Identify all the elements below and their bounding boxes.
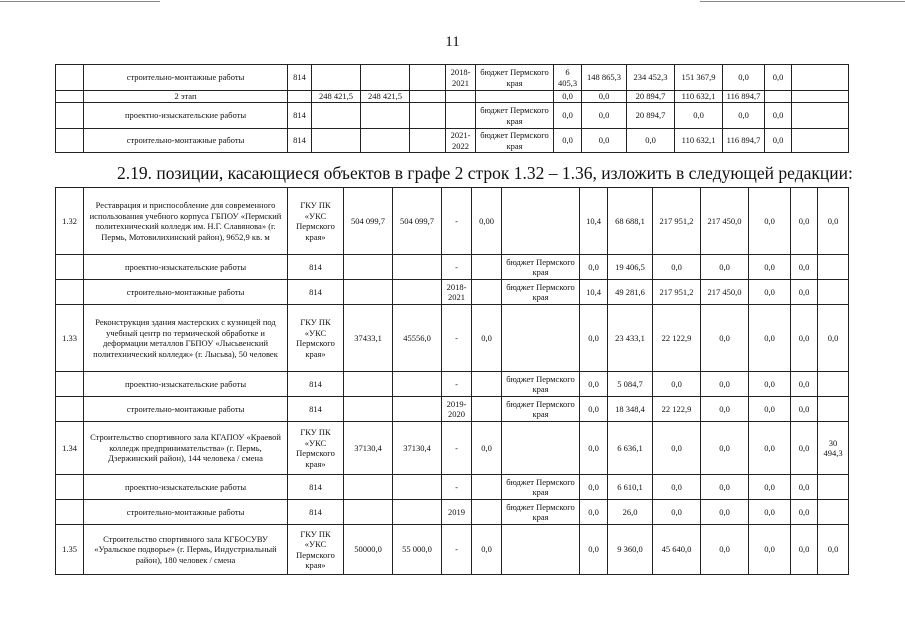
- table-cell: проектно-изыскательские работы: [84, 103, 288, 129]
- table-cell: 20 894,7: [627, 103, 675, 129]
- table-cell: [56, 500, 84, 525]
- table-row: [56, 500, 849, 525]
- table-cell: [792, 129, 849, 153]
- table-row: [56, 280, 849, 305]
- table-cell: 0,0: [701, 500, 749, 525]
- table-cell: 0,0: [791, 475, 818, 500]
- table-cell: 0,0: [791, 397, 818, 422]
- table-cell: [312, 65, 361, 91]
- table-cell: [393, 475, 442, 500]
- table-cell: 0,0: [580, 305, 608, 372]
- table-cell: 0,0: [749, 422, 791, 475]
- table-cell: 0,0: [791, 372, 818, 397]
- table-cell: 0,00: [472, 188, 502, 255]
- table-cell: 0,0: [701, 372, 749, 397]
- table-cell: [502, 525, 580, 575]
- top-rule-left: [0, 1, 160, 2]
- table-cell: 0,0: [791, 255, 818, 280]
- table-cell: 0,0: [653, 255, 701, 280]
- table-cell: 1.35: [56, 525, 84, 575]
- table-cell: 0,0: [723, 103, 765, 129]
- table-cell: 0,0: [653, 372, 701, 397]
- table-cell: 0,0: [580, 475, 608, 500]
- table-row: [56, 422, 849, 475]
- table-cell: 814: [288, 255, 344, 280]
- table-cell: [502, 188, 580, 255]
- top-rule-right: [700, 1, 905, 2]
- table-cell: 6 405,3: [554, 65, 582, 91]
- table-cell: 0,0: [701, 305, 749, 372]
- table-cell: 0,0: [749, 500, 791, 525]
- table-cell: 0,0: [791, 280, 818, 305]
- table-cell: 116 894,7: [723, 91, 765, 103]
- table-cell: 0,0: [472, 525, 502, 575]
- table-cell: бюджет Пермского края: [502, 280, 580, 305]
- table-cell: [288, 91, 312, 103]
- table-cell: 68 688,1: [608, 188, 653, 255]
- table-cell: 0,0: [765, 65, 792, 91]
- table-cell: 5 084,7: [608, 372, 653, 397]
- table-cell: [472, 280, 502, 305]
- table-cell: [56, 129, 84, 153]
- table-cell: [344, 280, 393, 305]
- table-cell: [56, 65, 84, 91]
- table-cell: [312, 129, 361, 153]
- table-cell: ГКУ ПК «УКС Пермского края»: [288, 525, 344, 575]
- table-cell: [410, 103, 446, 129]
- table-cell: [56, 397, 84, 422]
- table-cell: бюджет Пермского края: [476, 129, 554, 153]
- table-cell: [818, 255, 849, 280]
- table-cell: 0,0: [627, 129, 675, 153]
- table-cell: ГКУ ПК «УКС Пермского края»: [288, 188, 344, 255]
- table-cell: 10,4: [580, 188, 608, 255]
- table-cell: бюджет Пермского края: [476, 65, 554, 91]
- table-cell: 151 367,9: [675, 65, 723, 91]
- table-cell: 0,0: [791, 500, 818, 525]
- table-cell: 0,0: [580, 525, 608, 575]
- table-cell: 37433,1: [344, 305, 393, 372]
- table-cell: строительно-монтажные работы: [84, 280, 288, 305]
- table-cell: 814: [288, 280, 344, 305]
- table-cell: 45 640,0: [653, 525, 701, 575]
- table-cell: 19 406,5: [608, 255, 653, 280]
- table-cell: строительно-монтажные работы: [84, 65, 288, 91]
- table-cell: 0,0: [791, 305, 818, 372]
- table-cell: [361, 65, 410, 91]
- table-cell: 20 894,7: [627, 91, 675, 103]
- table-cell: [792, 91, 849, 103]
- table-cell: 248 421,5: [312, 91, 361, 103]
- table-cell: 26,0: [608, 500, 653, 525]
- table-cell: [393, 255, 442, 280]
- table-cell: 0,0: [749, 397, 791, 422]
- table-cell: 0,0: [818, 188, 849, 255]
- table-cell: 2019-2020: [442, 397, 472, 422]
- table-cell: 0,0: [554, 103, 582, 129]
- table-cell: 0,0: [653, 422, 701, 475]
- table-cell: 217 450,0: [701, 280, 749, 305]
- table-cell: 0,0: [675, 103, 723, 129]
- table-cell: 0,0: [701, 422, 749, 475]
- table-cell: [792, 65, 849, 91]
- table-cell: 1.32: [56, 188, 84, 255]
- table-cell: [344, 372, 393, 397]
- table-cell: 504 099,7: [393, 188, 442, 255]
- table-row: [56, 397, 849, 422]
- table-cell: 2 этап: [84, 91, 288, 103]
- table-cell: 49 281,6: [608, 280, 653, 305]
- table-cell: 0,0: [580, 397, 608, 422]
- table-cell: 2021-2022: [446, 129, 476, 153]
- table-cell: 0,0: [653, 500, 701, 525]
- table-cell: [472, 475, 502, 500]
- table-cell: 18 348,4: [608, 397, 653, 422]
- table-row: [56, 103, 849, 129]
- table-cell: бюджет Пермского края: [502, 475, 580, 500]
- table-cell: 217 951,2: [653, 280, 701, 305]
- table-cell: -: [442, 422, 472, 475]
- table-row: [56, 188, 849, 255]
- table-cell: -: [442, 525, 472, 575]
- table-cell: 234 452,3: [627, 65, 675, 91]
- table-cell: строительно-монтажные работы: [84, 500, 288, 525]
- table-cell: Строительство спортивного зала КГАПОУ «Краевой колледж предпринимательства» (г. Пермь, Дзержинский район), 144 человека / смена: [84, 422, 288, 475]
- table-cell: 0,0: [701, 255, 749, 280]
- table-row: [56, 129, 849, 153]
- table-cell: 814: [288, 65, 312, 91]
- table-cell: [344, 397, 393, 422]
- table-cell: 0,0: [749, 475, 791, 500]
- table-cell: [393, 280, 442, 305]
- table-cell: 0,0: [472, 305, 502, 372]
- table-cell: -: [442, 188, 472, 255]
- table-cell: 0,0: [554, 91, 582, 103]
- table-cell: [765, 91, 792, 103]
- table-objects: [55, 187, 849, 575]
- table-cell: 22 122,9: [653, 305, 701, 372]
- table-cell: 0,0: [701, 525, 749, 575]
- table-row: [56, 255, 849, 280]
- table-cell: [393, 372, 442, 397]
- table-cell: 248 421,5: [361, 91, 410, 103]
- table-cell: [361, 103, 410, 129]
- table-cell: 9 360,0: [608, 525, 653, 575]
- table-cell: 6 636,1: [608, 422, 653, 475]
- table-cell: 0,0: [749, 280, 791, 305]
- table-cell: [446, 91, 476, 103]
- table-cell: 0,0: [653, 475, 701, 500]
- table-cell: [818, 372, 849, 397]
- table-cell: 148 865,3: [582, 65, 627, 91]
- table-cell: 0,0: [580, 255, 608, 280]
- table-cell: [344, 475, 393, 500]
- table-cell: 55 000,0: [393, 525, 442, 575]
- table-cell: [502, 305, 580, 372]
- table-cell: [56, 372, 84, 397]
- table-cell: [410, 65, 446, 91]
- table-cell: 110 632,1: [675, 129, 723, 153]
- table-cell: [56, 103, 84, 129]
- table-row: [56, 525, 849, 575]
- table-cell: 0,0: [701, 397, 749, 422]
- table-cell: 10,4: [580, 280, 608, 305]
- table-cell: 23 433,1: [608, 305, 653, 372]
- table-cell: [393, 397, 442, 422]
- table-cell: 0,0: [818, 305, 849, 372]
- table-cell: 814: [288, 397, 344, 422]
- table-cell: [818, 280, 849, 305]
- table-cell: -: [442, 475, 472, 500]
- table-cell: 0,0: [791, 422, 818, 475]
- table-cell: [818, 397, 849, 422]
- table-cell: бюджет Пермского края: [476, 103, 554, 129]
- table-cell: [410, 129, 446, 153]
- table-cell: 2018-2021: [442, 280, 472, 305]
- table-cell: 814: [288, 372, 344, 397]
- table-cell: 0,0: [580, 422, 608, 475]
- table-cell: 0,0: [749, 188, 791, 255]
- table-cell: 814: [288, 500, 344, 525]
- table-cell: [472, 397, 502, 422]
- table-cell: -: [442, 255, 472, 280]
- table-cell: 0,0: [791, 525, 818, 575]
- table-cell: 814: [288, 103, 312, 129]
- table-cell: 0,0: [701, 475, 749, 500]
- table-cell: 2018-2021: [446, 65, 476, 91]
- table-cell: 0,0: [723, 65, 765, 91]
- table-cell: 814: [288, 475, 344, 500]
- table-cell: бюджет Пермского края: [502, 372, 580, 397]
- table-cell: [446, 103, 476, 129]
- table-cell: 45556,0: [393, 305, 442, 372]
- table-cell: [792, 103, 849, 129]
- table-cell: 0,0: [749, 372, 791, 397]
- table-cell: 0,0: [791, 188, 818, 255]
- table-cell: Реставрация и приспособление для современного использования учебного корпуса ГБПОУ «Пермский политехнический колледж им. Н.Г. Славянова» (г. Пермь, Мотовилихинский район), 9652,9 кв. м: [84, 188, 288, 255]
- table-cell: 0,0: [749, 525, 791, 575]
- table-cell: 1.33: [56, 305, 84, 372]
- table-cell: [393, 500, 442, 525]
- table-cell: строительно-монтажные работы: [84, 397, 288, 422]
- table-cell: Строительство спортивного зала КГБОСУВУ «Уральское подворье» (г. Пермь, Индустриальный район), 180 человек / смена: [84, 525, 288, 575]
- table-cell: [361, 129, 410, 153]
- table-cell: Реконструкция здания мастерских с кузницей под учебный центр по термической обработке и деформации металлов ГБПОУ «Лысьвенский политехнический колледж» (г. Лысьва), 50 человек: [84, 305, 288, 372]
- table-cell: [344, 255, 393, 280]
- table-cell: [476, 91, 554, 103]
- table-cell: строительно-монтажные работы: [84, 129, 288, 153]
- table-row: [56, 305, 849, 372]
- table-cell: [56, 255, 84, 280]
- table-cell: [472, 500, 502, 525]
- table-cell: [56, 280, 84, 305]
- table-cell: 0,0: [749, 255, 791, 280]
- table-cell: [56, 475, 84, 500]
- table-row: [56, 372, 849, 397]
- table-cell: 110 632,1: [675, 91, 723, 103]
- table-cell: 0,0: [580, 372, 608, 397]
- table-cell: [502, 422, 580, 475]
- table-cell: проектно-изыскательские работы: [84, 372, 288, 397]
- table-cell: 37130,4: [393, 422, 442, 475]
- table-cell: [312, 103, 361, 129]
- table-cell: [472, 255, 502, 280]
- table-cell: бюджет Пермского края: [502, 397, 580, 422]
- table-cell: 504 099,7: [344, 188, 393, 255]
- table-cell: 0,0: [582, 129, 627, 153]
- table-cell: 217 951,2: [653, 188, 701, 255]
- table-cell: 2019: [442, 500, 472, 525]
- table-cell: 0,0: [554, 129, 582, 153]
- table-cell: [344, 500, 393, 525]
- table-cell: 0,0: [582, 103, 627, 129]
- table-cell: ГКУ ПК «УКС Пермского края»: [288, 422, 344, 475]
- page-number: 11: [445, 34, 460, 50]
- table-cell: -: [442, 305, 472, 372]
- table-continuation: [55, 64, 849, 153]
- table-row: [56, 475, 849, 500]
- table-cell: 814: [288, 129, 312, 153]
- table-cell: бюджет Пермского края: [502, 500, 580, 525]
- table-cell: [410, 91, 446, 103]
- section-heading: 2.19. позиции, касающиеся объектов в графе 2 строк 1.32 – 1.36, изложить в следующей редакции:: [117, 163, 853, 183]
- table-cell: 217 450,0: [701, 188, 749, 255]
- table-cell: 116 894,7: [723, 129, 765, 153]
- table-cell: 1.34: [56, 422, 84, 475]
- table-cell: [818, 500, 849, 525]
- table-cell: проектно-изыскательские работы: [84, 475, 288, 500]
- table-cell: ГКУ ПК «УКС Пермского края»: [288, 305, 344, 372]
- table-cell: [472, 372, 502, 397]
- table-cell: 22 122,9: [653, 397, 701, 422]
- table-cell: -: [442, 372, 472, 397]
- table-cell: проектно-изыскательские работы: [84, 255, 288, 280]
- table-cell: 0,0: [580, 500, 608, 525]
- table-cell: 37130,4: [344, 422, 393, 475]
- table-cell: 0,0: [582, 91, 627, 103]
- table-cell: 6 610,1: [608, 475, 653, 500]
- table-cell: 50000,0: [344, 525, 393, 575]
- table-row: [56, 91, 849, 103]
- table-cell: [818, 475, 849, 500]
- table-row: [56, 65, 849, 91]
- table-cell: [56, 91, 84, 103]
- table-cell: 30 494,3: [818, 422, 849, 475]
- table-cell: 0,0: [765, 129, 792, 153]
- table-cell: 0,0: [765, 103, 792, 129]
- table-cell: 0,0: [749, 305, 791, 372]
- table-cell: 0,0: [472, 422, 502, 475]
- table-cell: бюджет Пермского края: [502, 255, 580, 280]
- table-cell: 0,0: [818, 525, 849, 575]
